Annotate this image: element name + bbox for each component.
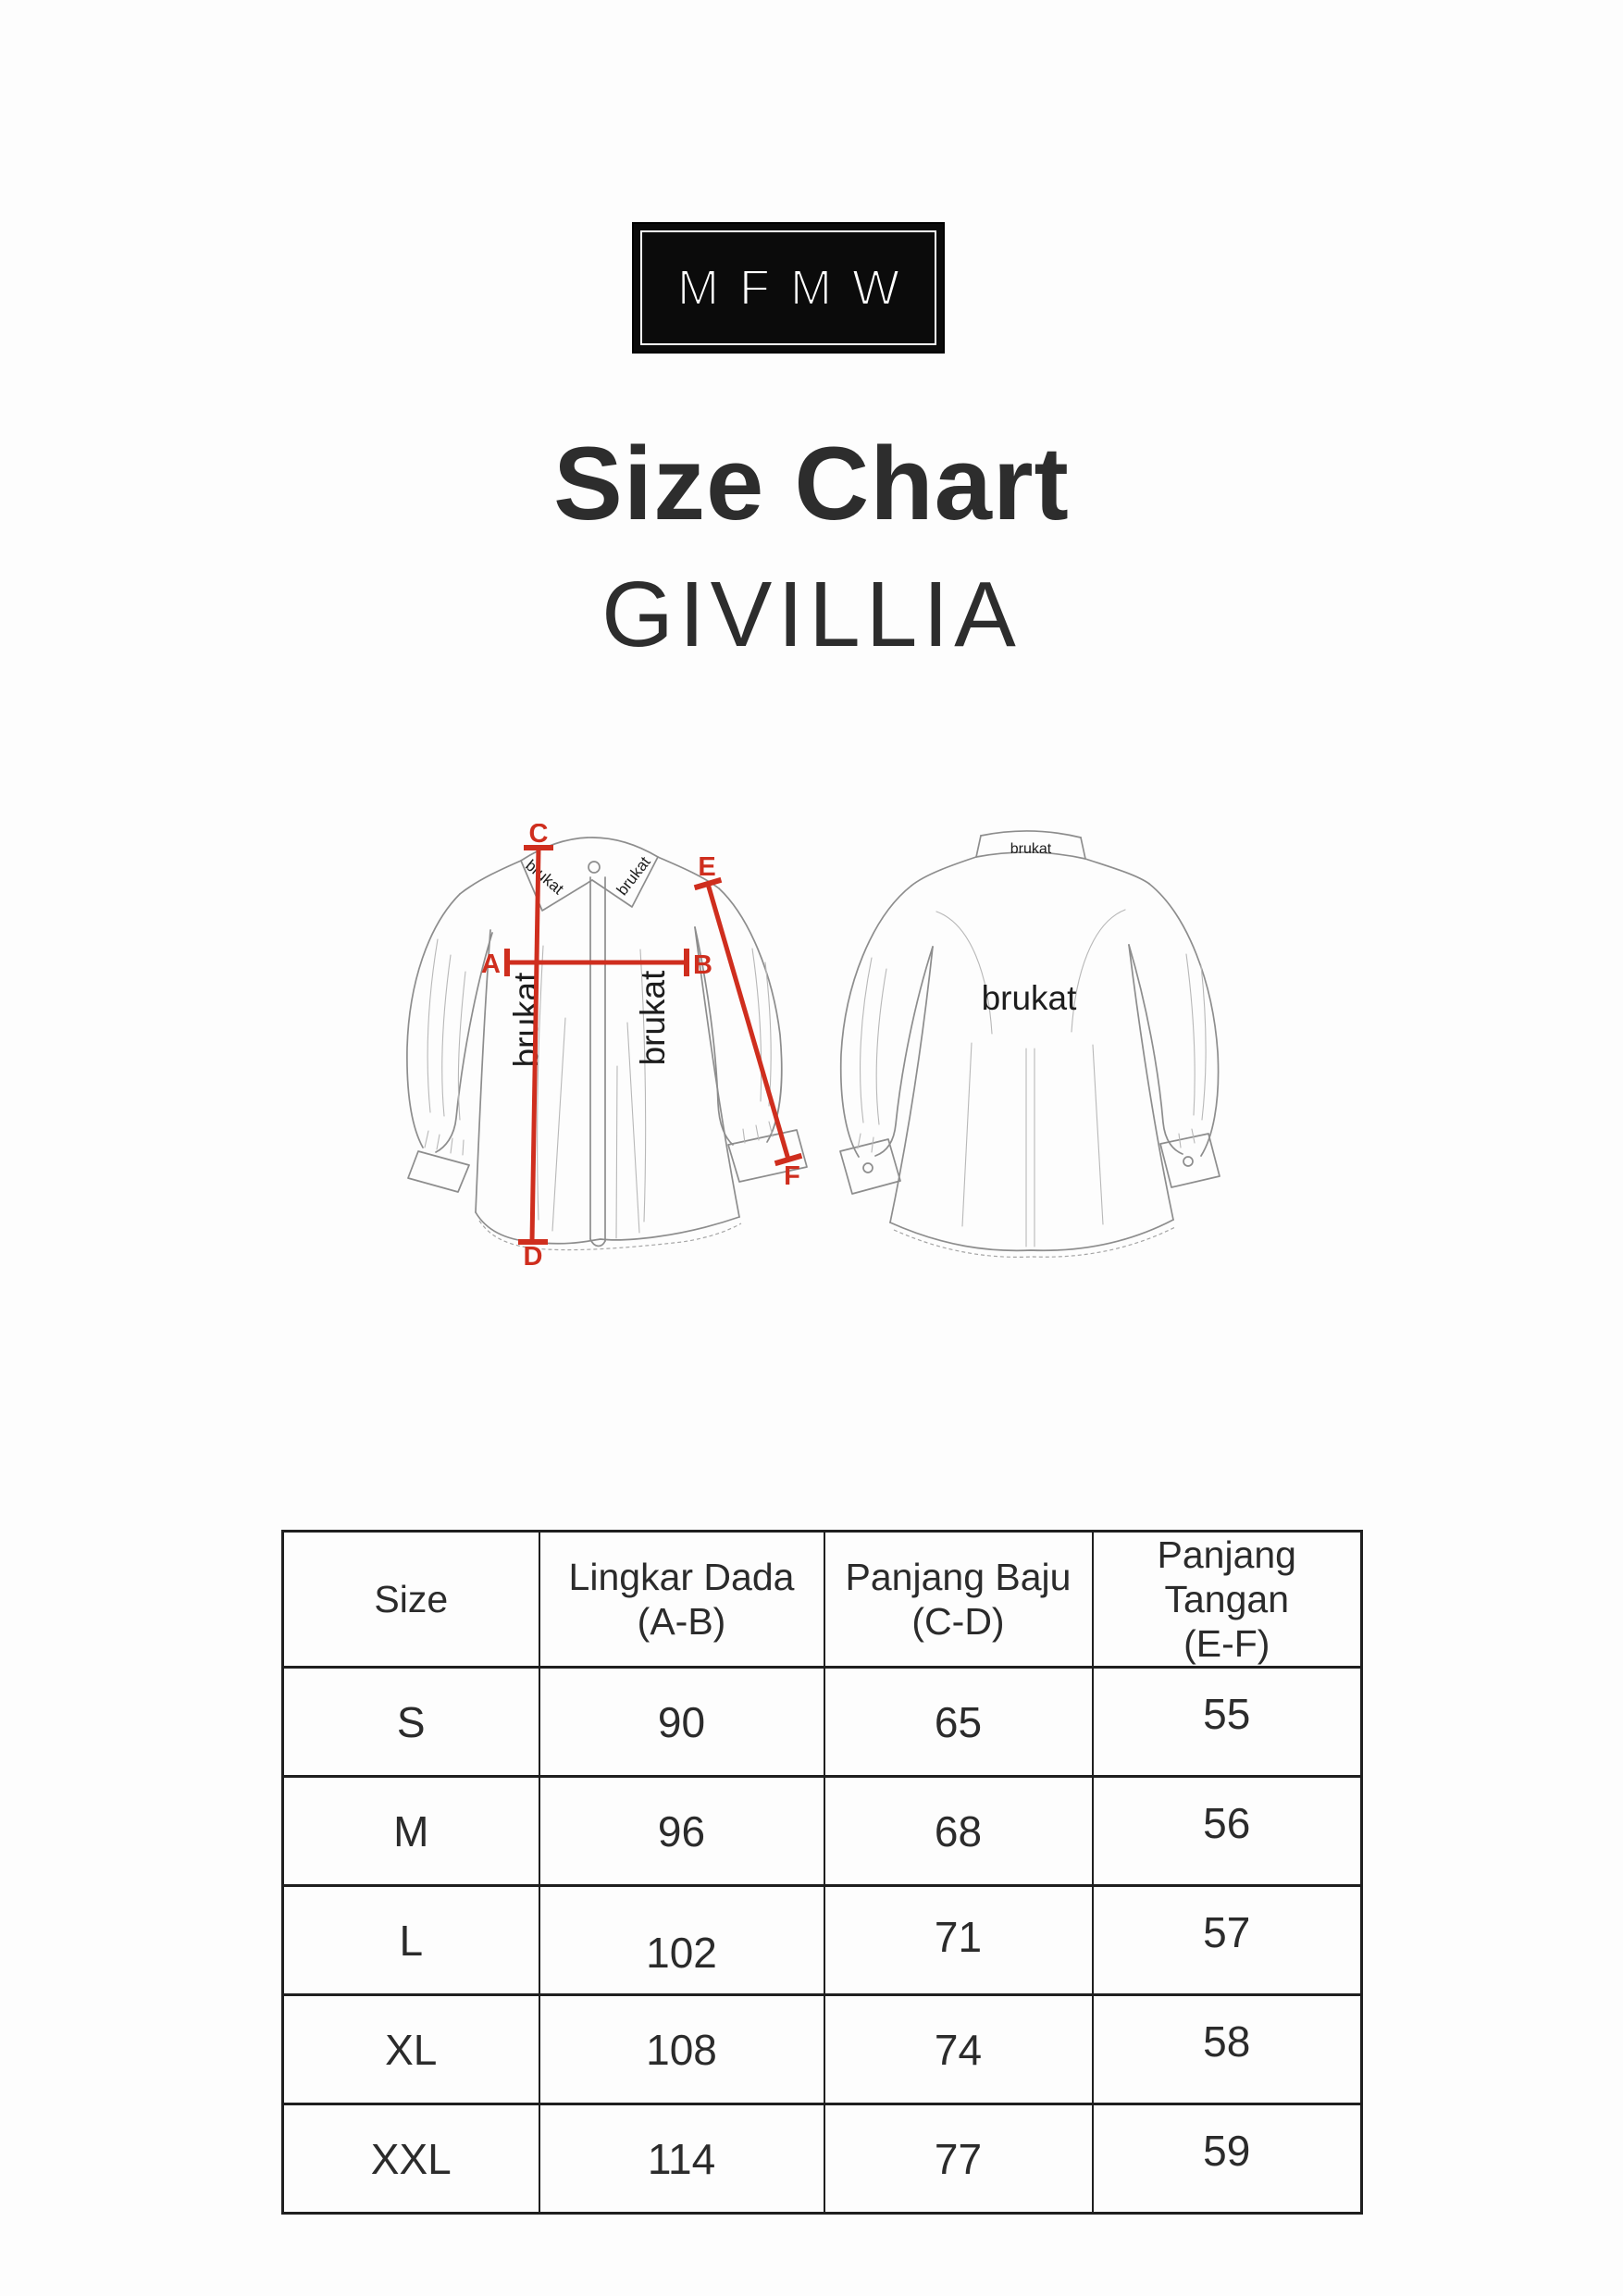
cell-size <box>283 1995 539 2104</box>
page-title: Size Chart <box>553 426 1070 541</box>
cell-panjang-tangan <box>1093 1777 1362 1886</box>
measure-line-ef <box>695 880 802 1163</box>
measure-label-f: F <box>784 1161 800 1191</box>
front-left-cuff <box>408 1151 469 1192</box>
back-right-cuff-button <box>1183 1157 1193 1166</box>
col-header-size <box>283 1532 539 1668</box>
cell-panjang-baju <box>824 1886 1093 1995</box>
measure-label-c: C <box>528 824 549 849</box>
front-view-drawing <box>403 824 814 1272</box>
cell-lingkar-dada <box>539 1777 824 1886</box>
panjang-baju-value: 68 <box>934 1806 983 1855</box>
size-table-header-row <box>283 1532 1362 1668</box>
front-garment-outline <box>407 838 807 1250</box>
front-body-left-label: brukat <box>507 972 545 1068</box>
measure-label-a: A <box>481 949 501 979</box>
back-garment-outline <box>840 831 1220 1257</box>
size-value: L <box>399 1916 424 1965</box>
brand-logo-frame <box>640 230 936 345</box>
col-header-lingkar-dada-sub: (A-B) <box>637 1600 726 1643</box>
size-value: M <box>393 1806 429 1855</box>
brand-logo-text: MFMW <box>677 260 920 316</box>
cell-lingkar-dada <box>539 2104 824 2214</box>
table-row-m <box>283 1777 1362 1886</box>
back-left-cuff <box>840 1139 900 1194</box>
table-row-s <box>283 1668 1362 1777</box>
size-value: XXL <box>370 2134 452 2183</box>
size-table <box>281 1530 1363 2215</box>
cell-panjang-tangan <box>1093 1668 1362 1777</box>
back-body-label: brukat <box>981 979 1077 1017</box>
table-row-xxl <box>283 2104 1362 2214</box>
cell-lingkar-dada <box>539 1995 824 2104</box>
lingkar-dada-value: 108 <box>646 2025 717 2074</box>
panjang-tangan-value: 59 <box>1203 2126 1251 2175</box>
col-header-panjang-tangan-label: Panjang Tangan <box>1157 1533 1296 1620</box>
cell-panjang-baju <box>824 1777 1093 1886</box>
lingkar-dada-value: 114 <box>647 2134 716 2183</box>
measure-label-e: E <box>698 852 716 882</box>
product-name: GIVILLIA <box>601 563 1022 666</box>
table-row-xl <box>283 1995 1362 2104</box>
back-collar-label: brukat <box>1010 841 1052 857</box>
cell-panjang-tangan <box>1093 2104 1362 2214</box>
col-header-lingkar-dada <box>539 1532 824 1668</box>
back-right-cuff <box>1160 1134 1220 1187</box>
panjang-tangan-value: 58 <box>1203 2017 1251 2066</box>
col-header-size-label: Size <box>374 1578 449 1620</box>
panjang-baju-value: 65 <box>934 1697 983 1746</box>
panjang-baju-value: 71 <box>934 1912 983 1961</box>
back-fold-lines <box>858 910 1206 1247</box>
collar-button <box>588 862 600 873</box>
cell-size <box>283 1777 539 1886</box>
lingkar-dada-value: 96 <box>657 1806 706 1855</box>
cell-lingkar-dada <box>539 1668 824 1777</box>
table-row-l <box>283 1886 1362 1995</box>
col-header-panjang-baju <box>824 1532 1093 1668</box>
front-body-right-label: brukat <box>634 970 672 1066</box>
measure-label-b: B <box>693 950 712 980</box>
cell-size <box>283 1668 539 1777</box>
cell-panjang-tangan <box>1093 1995 1362 2104</box>
size-value: S <box>396 1697 426 1746</box>
front-collar-right-label: brukat <box>613 853 654 900</box>
size-value: XL <box>385 2025 438 2074</box>
col-header-panjang-tangan <box>1093 1532 1362 1668</box>
cell-lingkar-dada <box>539 1886 824 1995</box>
cell-panjang-tangan <box>1093 1886 1362 1995</box>
back-left-cuff-button <box>863 1163 873 1173</box>
panjang-baju-value: 77 <box>934 2134 983 2183</box>
front-collar-left-label: brukat <box>522 856 567 899</box>
lingkar-dada-value: 90 <box>657 1697 706 1746</box>
col-header-panjang-baju-sub: (C-D) <box>911 1600 1005 1643</box>
cell-panjang-baju <box>824 1995 1093 2104</box>
panjang-tangan-value: 55 <box>1203 1689 1251 1738</box>
measure-label-d: D <box>523 1242 543 1272</box>
col-header-panjang-baju-label: Panjang Baju <box>845 1556 1072 1598</box>
back-view-drawing <box>833 828 1231 1259</box>
panjang-tangan-value: 57 <box>1203 1907 1251 1956</box>
col-header-lingkar-dada-label: Lingkar Dada <box>568 1556 795 1598</box>
col-header-panjang-tangan-sub: (E-F) <box>1183 1622 1270 1665</box>
cell-panjang-baju <box>824 2104 1093 2214</box>
brand-logo <box>632 222 945 354</box>
lingkar-dada-value: 102 <box>646 1928 717 1977</box>
panjang-baju-value: 74 <box>934 2025 983 2074</box>
cell-panjang-baju <box>824 1668 1093 1777</box>
panjang-tangan-value: 56 <box>1203 1798 1251 1847</box>
cell-size <box>283 2104 539 2214</box>
cell-size <box>283 1886 539 1995</box>
